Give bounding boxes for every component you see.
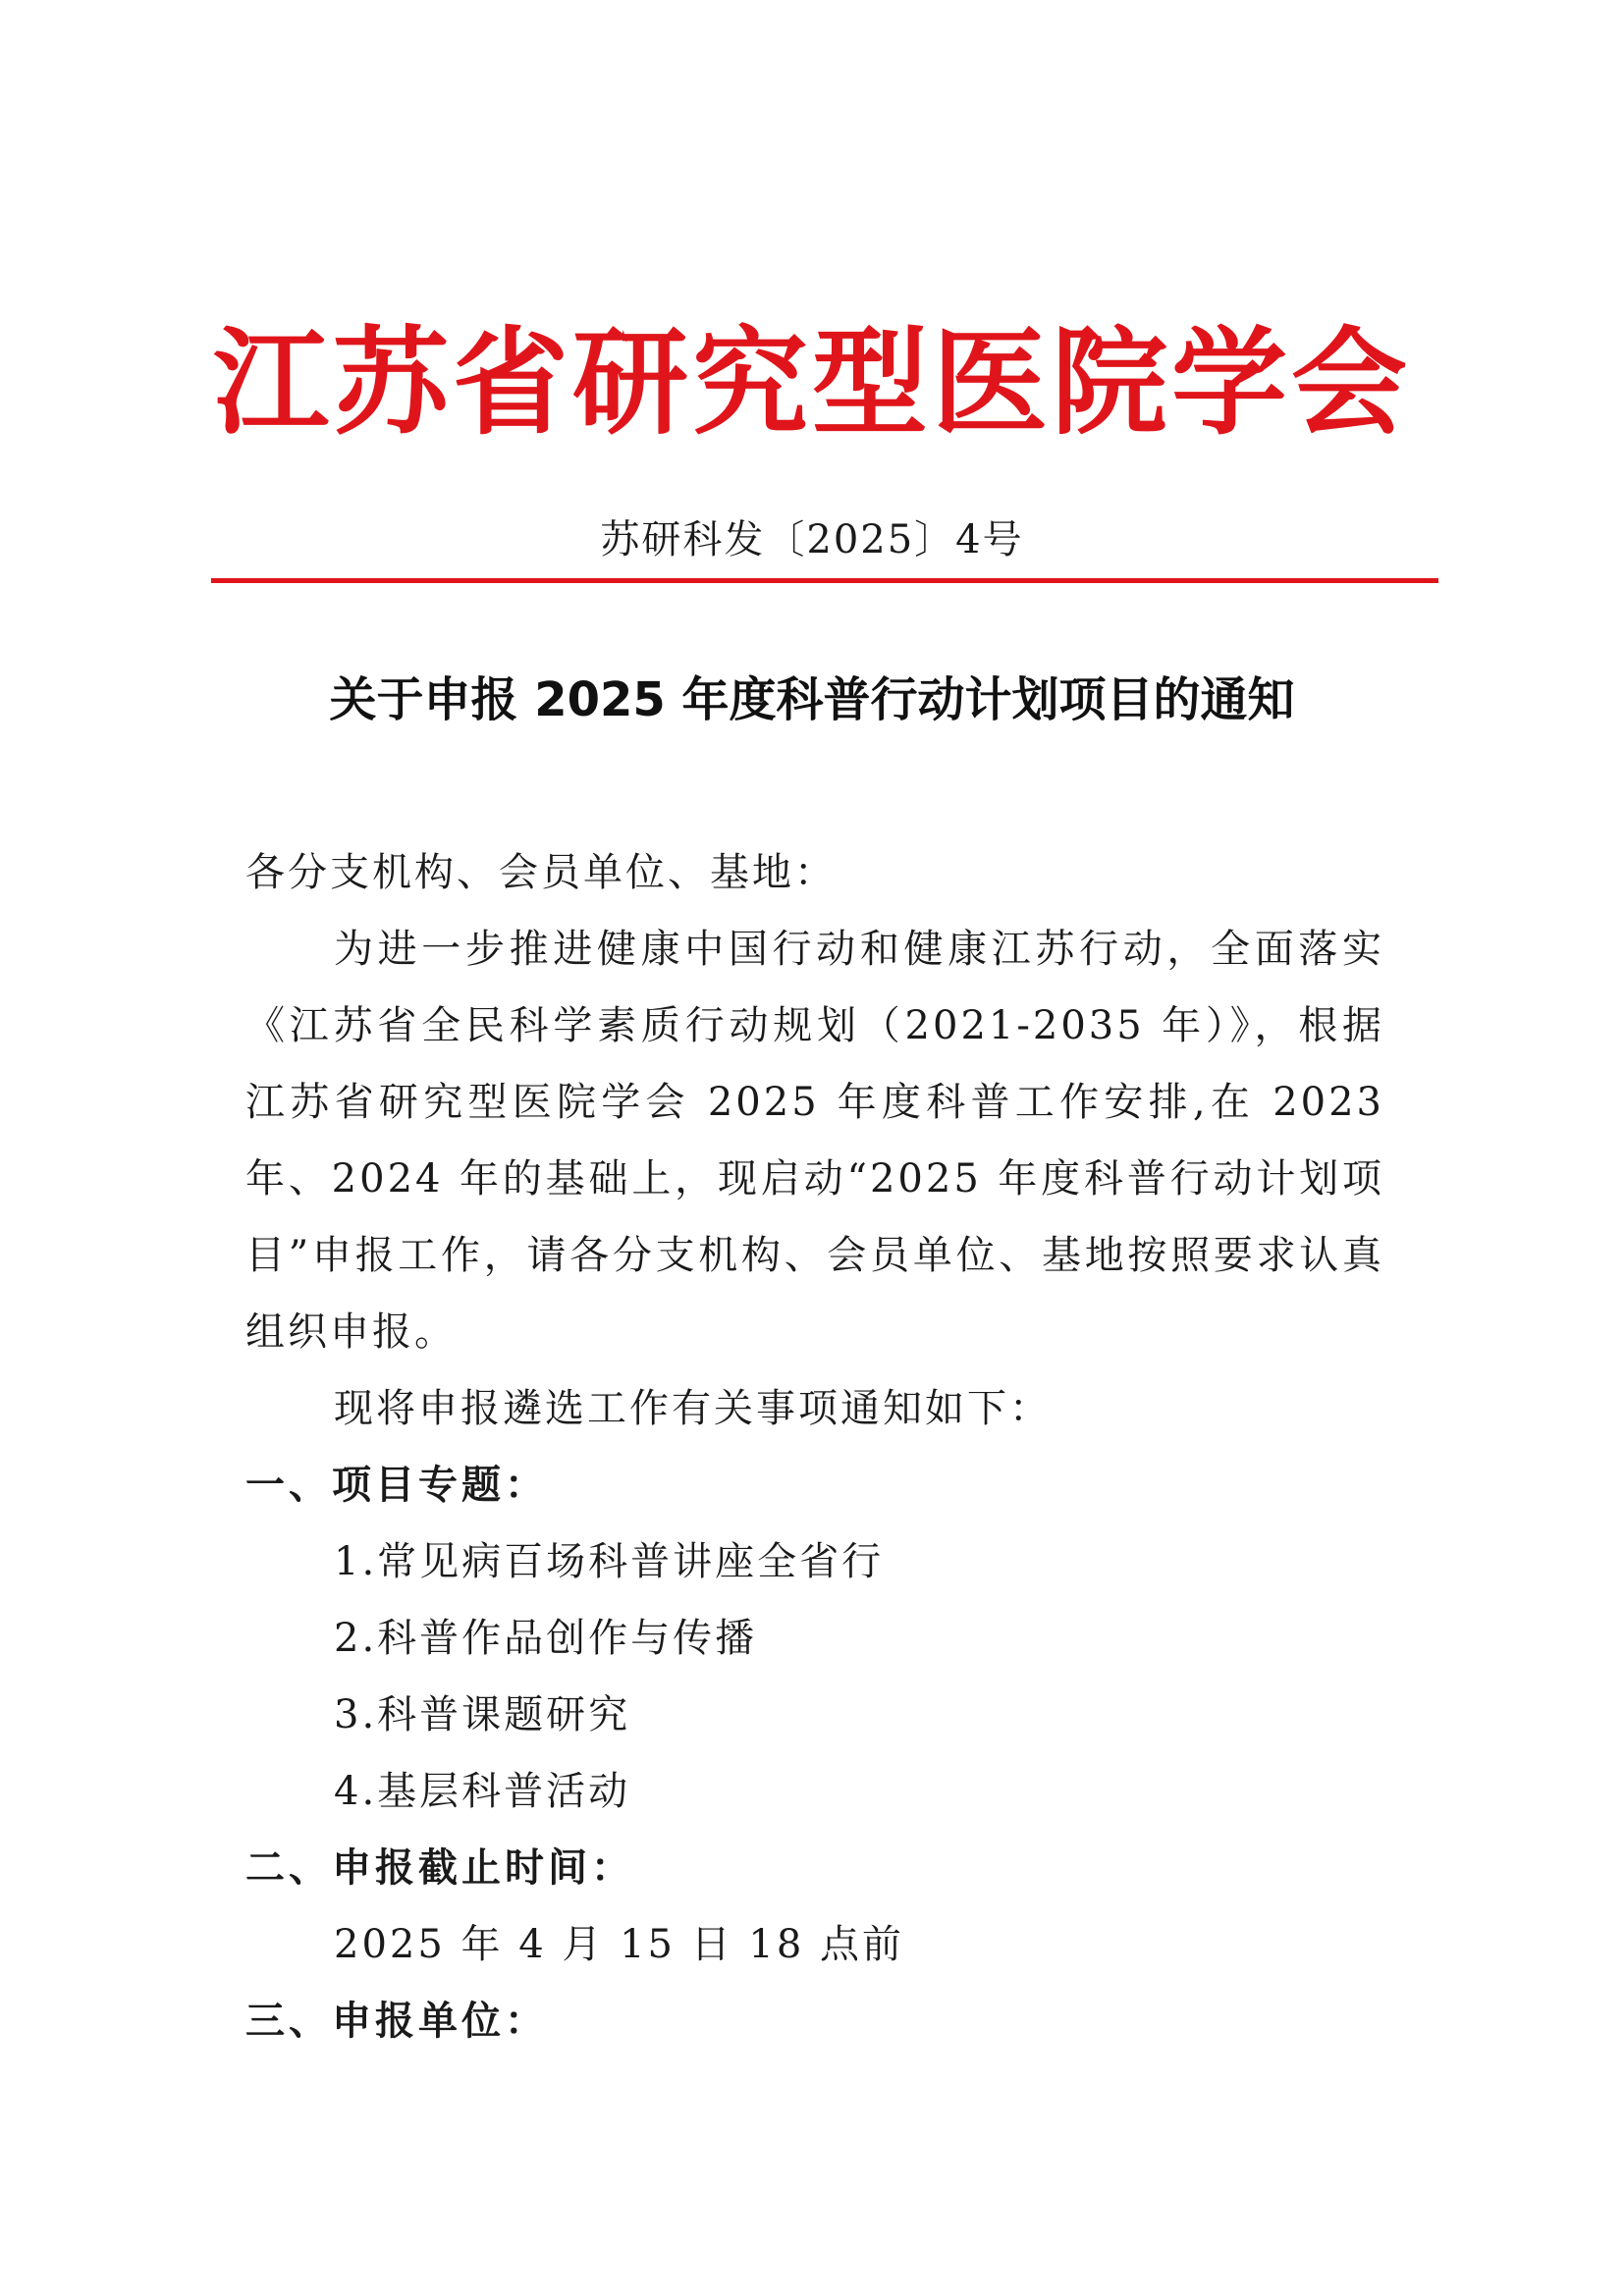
topic-item: 1.常见病百场科普讲座全省行 (334, 1539, 885, 1584)
section-heading-deadline: 二、申报截止时间： (245, 1845, 634, 1891)
section-heading-topics: 一、项目专题： (245, 1463, 548, 1508)
section-heading-applicants: 三、申报单位： (245, 1999, 548, 2044)
deadline-text: 2025 年 4 月 15 日 18 点前 (334, 1922, 905, 1967)
topic-item: 4.基层科普活动 (334, 1769, 631, 1814)
salutation: 各分支机构、会员单位、基地： (245, 850, 837, 895)
red-divider-line (211, 578, 1438, 583)
notice-title: 关于申报 2025 年度科普行动计划项目的通知 (329, 672, 1295, 727)
document-number: 苏研科发〔2025〕4号 (600, 517, 1024, 562)
paragraph-intro: 为进一步推进健康中国行动和健康江苏行动，全面落实《江苏省全民科学素质行动规划（2021-2035 年）》，根据江苏省研究型医院学会 2025 年度科普工作安排,在 2023 年、2024 年的基础上，现启动“2025 年度科普行动计划项目”申报工作，请各分支机构、会员单位、基地按照要求认真组织申报。 (245, 927, 1384, 1355)
topic-item: 2.科普作品创作与传播 (334, 1616, 758, 1661)
paragraph-notice: 现将申报遴选工作有关事项通知如下： (334, 1386, 1052, 1431)
masthead-title: 江苏省研究型医院学会 (212, 314, 1411, 451)
notice-body (245, 834, 1384, 2059)
topic-item: 3.科普课题研究 (334, 1692, 631, 1737)
